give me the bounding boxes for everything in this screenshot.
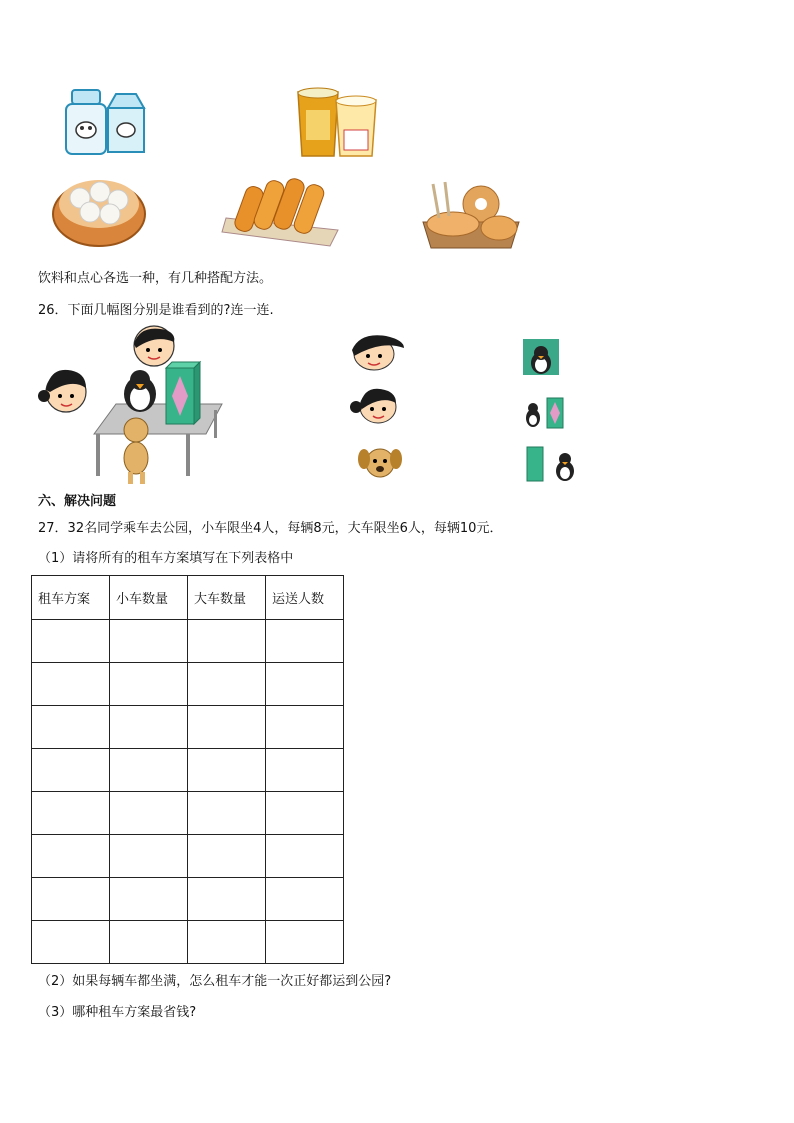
- table-cell[interactable]: [110, 706, 188, 749]
- cups-image: [290, 84, 382, 160]
- penguin-icon: [124, 370, 156, 412]
- table-cell[interactable]: [110, 663, 188, 706]
- puppy-icon: [124, 418, 148, 484]
- table-cell[interactable]: [32, 792, 110, 835]
- q27-part3: （3）哪种租车方案最省钱?: [38, 1005, 197, 1020]
- table-row[interactable]: [32, 663, 344, 706]
- table-cell[interactable]: [32, 835, 110, 878]
- boy-face-icon: [346, 332, 406, 372]
- table-cell[interactable]: [32, 620, 110, 663]
- girl-head-icon: [38, 370, 86, 412]
- milk-cartons-image: [62, 84, 152, 158]
- table-cell[interactable]: [110, 835, 188, 878]
- header-people: 运送人数: [266, 576, 344, 620]
- bread-basket-image: [419, 178, 523, 250]
- table-row[interactable]: [32, 706, 344, 749]
- table-cell[interactable]: [266, 620, 344, 663]
- q25-question: 饮料和点心各选一种，有几种搭配方法。: [38, 271, 273, 286]
- table-cell[interactable]: [266, 835, 344, 878]
- table-cell[interactable]: [32, 921, 110, 964]
- table-cell[interactable]: [188, 620, 266, 663]
- table-row[interactable]: [32, 792, 344, 835]
- table-row[interactable]: [32, 749, 344, 792]
- table-cell[interactable]: [32, 749, 110, 792]
- table-header-row: [32, 576, 344, 620]
- table-cell[interactable]: [188, 792, 266, 835]
- table-row[interactable]: [32, 835, 344, 878]
- table-cell[interactable]: [110, 749, 188, 792]
- table-scene-image: [36, 326, 226, 486]
- table-cell[interactable]: [110, 921, 188, 964]
- view-box-left-penguin-right: [525, 445, 581, 483]
- table-cell[interactable]: [188, 835, 266, 878]
- table-cell[interactable]: [266, 792, 344, 835]
- header-small-cars: 小车数量: [110, 576, 188, 620]
- header-plan: 租车方案: [32, 576, 110, 620]
- girl-face-icon: [348, 385, 404, 425]
- steamed-buns-image: [50, 168, 148, 250]
- table-cell[interactable]: [188, 663, 266, 706]
- puppy-face-icon: [356, 445, 404, 481]
- box-icon: [166, 362, 200, 424]
- table-row[interactable]: [32, 921, 344, 964]
- q27-question: 27．32名同学乘车去公园，小车限坐4人，每辆8元，大车限坐6人，每辆10元．: [38, 521, 503, 536]
- table-cell[interactable]: [266, 921, 344, 964]
- table-cell[interactable]: [188, 878, 266, 921]
- table-cell[interactable]: [32, 878, 110, 921]
- table-cell[interactable]: [188, 706, 266, 749]
- table-cell[interactable]: [266, 749, 344, 792]
- table-cell[interactable]: [32, 663, 110, 706]
- table-cell[interactable]: [188, 921, 266, 964]
- q27-part2: （2）如果每辆车都坐满，怎么租车才能一次正好都运到公园?: [38, 974, 392, 989]
- table-cell[interactable]: [110, 620, 188, 663]
- view-penguin-left-box-right: [521, 396, 567, 430]
- table-cell[interactable]: [110, 878, 188, 921]
- table-row[interactable]: [32, 878, 344, 921]
- table-cell[interactable]: [110, 792, 188, 835]
- boy-head-icon: [134, 326, 174, 366]
- q26-question: 26．下面几幅图分别是谁看到的?连一连.: [38, 303, 274, 318]
- table-cell[interactable]: [266, 878, 344, 921]
- table-cell[interactable]: [188, 749, 266, 792]
- rental-plan-table: [31, 575, 344, 964]
- table-cell[interactable]: [266, 663, 344, 706]
- table-cell[interactable]: [32, 706, 110, 749]
- q27-part1: （1）请将所有的租车方案填写在下列表格中: [38, 551, 294, 566]
- fried-dough-sticks-image: [220, 166, 344, 250]
- table-row[interactable]: [32, 620, 344, 663]
- header-large-cars: 大车数量: [188, 576, 266, 620]
- view-penguin-front-box-behind: [523, 339, 561, 375]
- section-heading: 六、解决问题: [38, 494, 117, 509]
- table-cell[interactable]: [266, 706, 344, 749]
